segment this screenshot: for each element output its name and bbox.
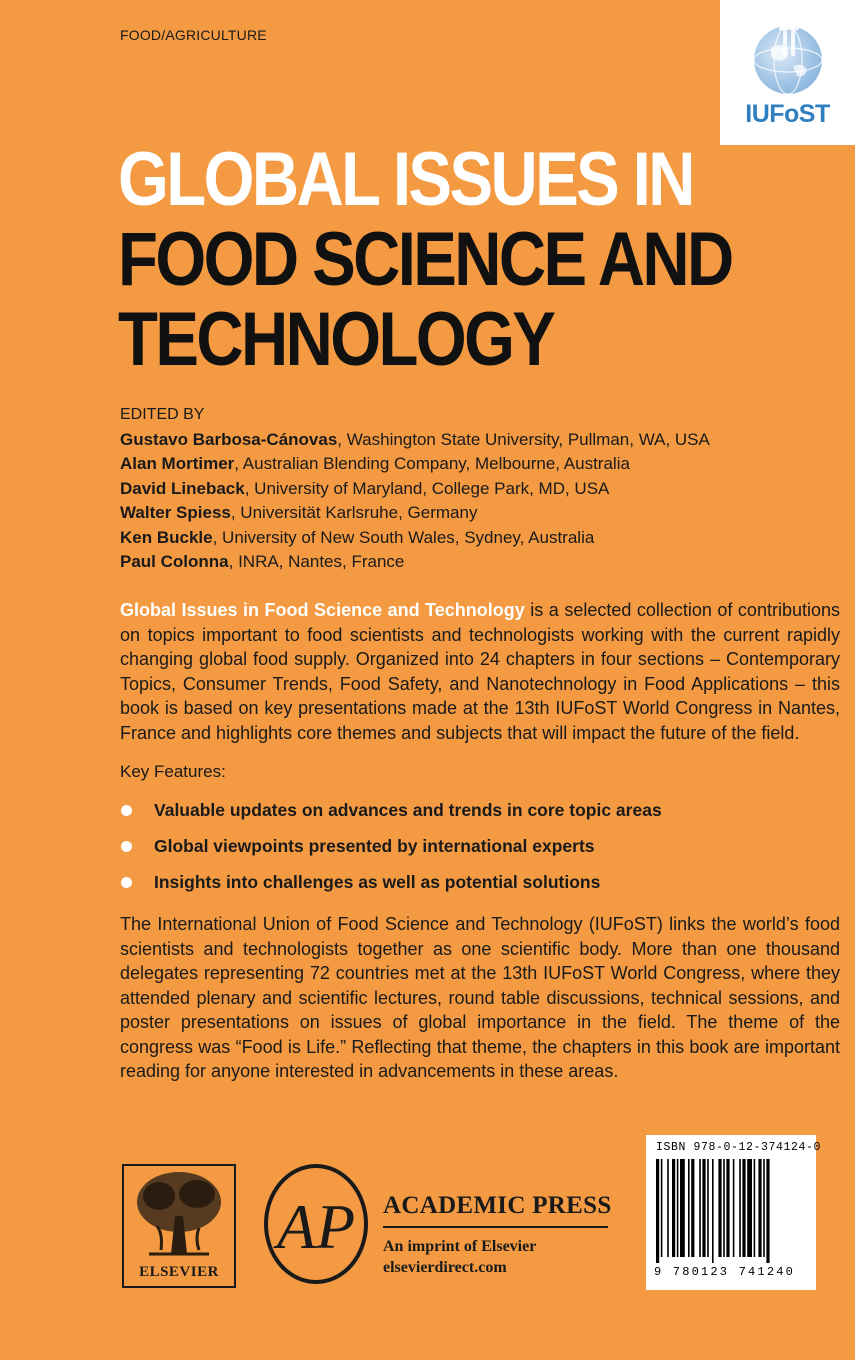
list-item (118, 828, 662, 864)
edited-by-label: EDITED BY (120, 406, 205, 423)
title-line-1: GLOBAL ISSUES IN (118, 137, 693, 222)
barcode-bar (661, 1159, 663, 1257)
editor-name: Paul Colonna (120, 552, 229, 571)
publisher-imprint: An imprint of Elsevier (383, 1238, 537, 1255)
feature-text: Insights into challenges as well as potential solutions (154, 871, 601, 892)
barcode-bar (766, 1159, 769, 1263)
barcode-bar (672, 1159, 675, 1257)
editor-affiliation: , Universität Karlsruhe, Germany (230, 503, 478, 522)
editor-line (120, 501, 710, 526)
barcode-number: 9 780123 741240 (654, 1265, 796, 1279)
academic-press-logo (262, 1162, 370, 1286)
editors-block (120, 403, 710, 575)
barcode-bar (702, 1159, 705, 1257)
barcode-bar (691, 1159, 694, 1257)
elsevier-wordmark: ELSEVIER (139, 1264, 219, 1280)
barcode-bar (733, 1159, 735, 1257)
key-features-list (118, 792, 662, 900)
title-line-2: FOOD SCIENCE AND (118, 217, 732, 302)
barcode-bar (747, 1159, 752, 1257)
ap-monogram: AP (276, 1191, 356, 1262)
editor-name: Gustavo Barbosa-Cánovas (120, 429, 338, 449)
editor-line (120, 550, 710, 575)
editor-affiliation: , Australian Blending Company, Melbourne, Australia (234, 454, 630, 473)
publisher-website: elsevierdirect.com (383, 1259, 507, 1276)
publisher-name: ACADEMIC PRESS (383, 1192, 612, 1219)
book-title (118, 137, 732, 382)
barcode-bar (739, 1159, 741, 1257)
barcode-bar (763, 1159, 765, 1257)
barcode-bar (723, 1159, 725, 1257)
editor-name: Walter Spiess (120, 503, 231, 522)
description-lead: Global Issues in Food Science and Technology (120, 600, 525, 620)
editor-affiliation: , INRA, Nantes, France (228, 552, 405, 571)
editor-affiliation: , University of New South Wales, Sydney, Australia (212, 527, 595, 547)
feature-text: Valuable updates on advances and trends in core topic areas (154, 799, 662, 820)
iufost-logo-text: IUFoST (745, 100, 830, 128)
barcode-bar (718, 1159, 721, 1257)
barcode-bar (754, 1159, 756, 1257)
globe-icon (743, 18, 833, 98)
barcode-bar (680, 1159, 685, 1257)
barcode-bar (677, 1159, 679, 1257)
iufost-logo (720, 0, 855, 145)
editor-line (120, 477, 710, 502)
editor-affiliation: , University of Maryland, College Park, MD, USA (244, 478, 610, 498)
key-features-label: Key Features: (120, 762, 226, 781)
iufost-about: The International Union of Food Science and Technology (IUFoST) links the world’s food scientists and technologists together as one scientific body. More than one thousand delegates representing 72 countries met at the 13th IUFoST World Congress, where they attended plenary and scientific lectures, round table discussions, technical sessions, and poster presentations on issues of global importance in the field. The theme of the congress was “Food is Life.” Reflecting that theme, the chapters in this book are important reading for anyone interested in advancements in these areas. (120, 914, 840, 1081)
title-line-3: TECHNOLOGY (118, 297, 554, 382)
editor-line (120, 526, 710, 551)
editor-name: David Lineback (120, 478, 245, 498)
editor-name: Alan Mortimer (120, 454, 235, 473)
bullet-icon (121, 805, 132, 816)
editor-affiliation: , Washington State University, Pullman, WA, USA (337, 429, 710, 449)
list-item (118, 864, 662, 900)
tree-icon (129, 1166, 229, 1262)
barcode-bar (726, 1159, 729, 1257)
barcode-bars (654, 1159, 808, 1263)
publisher-divider (383, 1226, 608, 1228)
barcode-bar (688, 1159, 690, 1257)
isbn-label: ISBN 978-0-12-374124-0 (656, 1141, 822, 1154)
description-text: is a selected collection of contributions on topics important to food scientists and technologists working with the current rapidly changing global food supply. Organized into 24 chapters in four sections – Contemporary Topics, Consumer Trends, Food Safety, and Nanotechnology in Food Applications – this book is based on key presentations made at the 13th IUFoST World Congress in Nantes, France and highlights core themes and subjects that will impact the future of the field. (120, 600, 840, 743)
elsevier-logo (122, 1164, 236, 1288)
barcode (646, 1135, 822, 1290)
barcode-bar (758, 1159, 761, 1257)
category-label: FOOD/AGRICULTURE (120, 27, 267, 43)
editor-line (120, 452, 710, 477)
feature-text: Global viewpoints presented by international experts (154, 835, 595, 856)
bullet-icon (121, 877, 132, 888)
list-item (118, 792, 662, 828)
barcode-bar (667, 1159, 669, 1257)
editor-line (120, 428, 710, 453)
editor-name: Ken Buckle (120, 527, 213, 547)
barcode-bar (712, 1159, 714, 1263)
publisher-block (383, 1192, 612, 1278)
barcode-bar (699, 1159, 701, 1257)
barcode-bar (707, 1159, 709, 1257)
bullet-icon (121, 841, 132, 852)
barcode-bar (742, 1159, 745, 1257)
book-description (120, 598, 840, 745)
barcode-bar (656, 1159, 659, 1263)
